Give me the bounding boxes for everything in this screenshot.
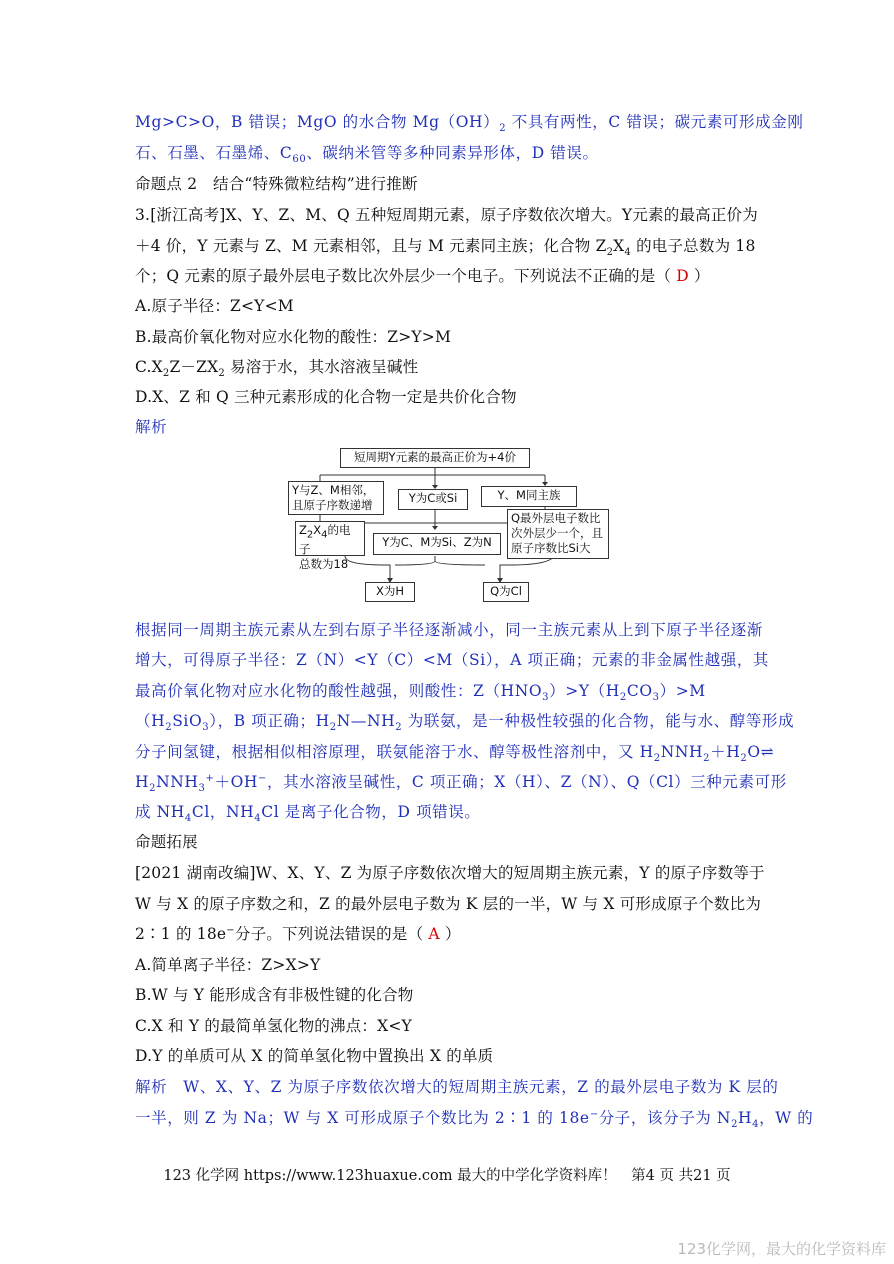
page-footer: 123 化学网 https://www.123huaxue.com 最大的中学化学资料库！ 第4 页 共21 页 [163,1168,731,1184]
extension-question-line-2: W 与 X 的原子序数之和，Z 的最外层电子数为 K 层的一半，W 与 X 可形成原子个数比为 [135,895,762,913]
extension-analysis-line-1: 解析 W、X、Y、Z 为原子序数依次增大的短周期主族元素，Z 的最外层电子数为 K 层的 [135,1078,779,1096]
question-3-line-3: 个；Q 元素的原子最外层电子数比次外层少一个电子。下列说法不正确的是（ D ） [135,267,710,285]
flow-box-mid: Y为C或Si [398,489,468,510]
option-d: D.X、Z 和 Q 三种元素形成的化合物一定是共价化合物 [135,388,517,406]
flow-box-qcl: Q为Cl [483,582,529,602]
section-heading: 命题点 2 结合“特殊微粒结构”进行推断 [135,175,418,193]
option-c: $C.X_2Z-ZX_2$ 易溶于水，其水溶液呈碱性 [135,358,419,380]
answer-mark-extension: A [428,925,440,943]
inference-flowchart [285,443,615,605]
option-b: B.最高价氧化物对应水化物的酸性：Z>Y>M [135,328,452,346]
extension-option-a: A.简单离子半径：Z>X>Y [135,956,321,974]
question-3-line-1: 3.[浙江高考]X、Y、Z、M、Q 五种短周期元素，原子序数依次增大。Y元素的最高正价为 [135,206,758,224]
analysis-label: 解析 [135,418,168,436]
extension-question-line-1: [2021 湖南改编]W、X、Y、Z 为原子序数依次增大的短周期主族元素，Y 的原子序数等于 [135,864,765,882]
explanation-line-2: 石、石墨、石墨烯、$C_{60}$、碳纳米管等多种同素异形体，D 错误。 [135,144,599,166]
explanation-p7: 成 $NH_4Cl$，$NH_4Cl$ 是离子化合物，D 项错误。 [135,803,481,825]
extension-option-c: C.X 和 Y 的最简单氢化物的沸点：X<Y [135,1017,412,1035]
flow-box-center: Y为C、M为Si、Z为N [373,533,501,555]
extension-question-line-3: 2∶1 的 18e−分子。下列说法错误的是（ A ） [135,924,461,943]
flow-box-zx: $Z_2X_4$的电子 总数为18 [295,521,365,556]
section-heading-extension: 命题拓展 [135,833,198,851]
explanation-p6: $H_2NNH_3^++OH^-$，其水溶液呈碱性，C 项正确；X（H）、Z（N）、Q（Cl）三种元素可形 [135,772,787,795]
extension-option-b: B.W 与 Y 能形成含有非极性键的化合物 [135,986,414,1004]
option-a: A.原子半径：Z<Y<M [135,297,294,315]
answer-mark: D [676,267,689,285]
extension-option-d: D.Y 的单质可从 X 的简单氢化物中置换出 X 的单质 [135,1047,494,1065]
explanation-p2: 增大，可得原子半径：Z（N）<Y（C）<M（Si），A 项正确；元素的非金属性越强，其 [135,651,770,669]
explanation-p5: 分子间氢键，根据相似相溶原理，联氨能溶于水、醇等极性溶剂中，又 $H_2NNH_2+H_2O\rightleftharpoons$ [135,743,775,765]
explanation-line-1: Mg>C>O，B 错误；MgO 的水合物 $Mg(OH)_2$ 不具有两性，C 错误；碳元素可形成金刚 [135,113,804,135]
explanation-p4: $(H_2SiO_3)$，B 项正确；$H_2N—NH_2$ 为联氨，是一种极性较强的化合物，能与水、醇等形成 [135,712,795,734]
question-3-line-2: ＋4 价，Y 元素与 Z、M 元素相邻，且与 M 元素同主族；化合物 $Z_2X_4$ 的电子总数为 18 [135,237,756,259]
flow-box-right: Y、M同主族 [481,486,577,507]
flow-box-left: Y与Z、M相邻， 且原子序数递增 [288,481,384,515]
explanation-p3: 最高价氧化物对应水化物的酸性越强，则酸性：$Z(HNO_3)>Y(H_2CO_3)>M$ [135,682,706,704]
extension-analysis-line-2: 一半，则 Z 为 Na；W 与 X 可形成原子个数比为 2∶1 的 18e−分子，该分子为 $N_2H_4$，W 的 [135,1108,814,1131]
flow-box-q: Q最外层电子数比 次外层少一个，且 原子序数比Si大 [507,509,609,559]
flow-box-top: 短周期Y元素的最高正价为+4价 [340,448,530,468]
site-watermark: 123化学网，最大的化学资料库 [677,1240,886,1258]
explanation-p1: 根据同一周期主族元素从左到右原子半径逐渐减小，同一主族元素从上到下原子半径逐渐 [135,621,763,639]
flow-box-xh: X为H [365,582,415,602]
